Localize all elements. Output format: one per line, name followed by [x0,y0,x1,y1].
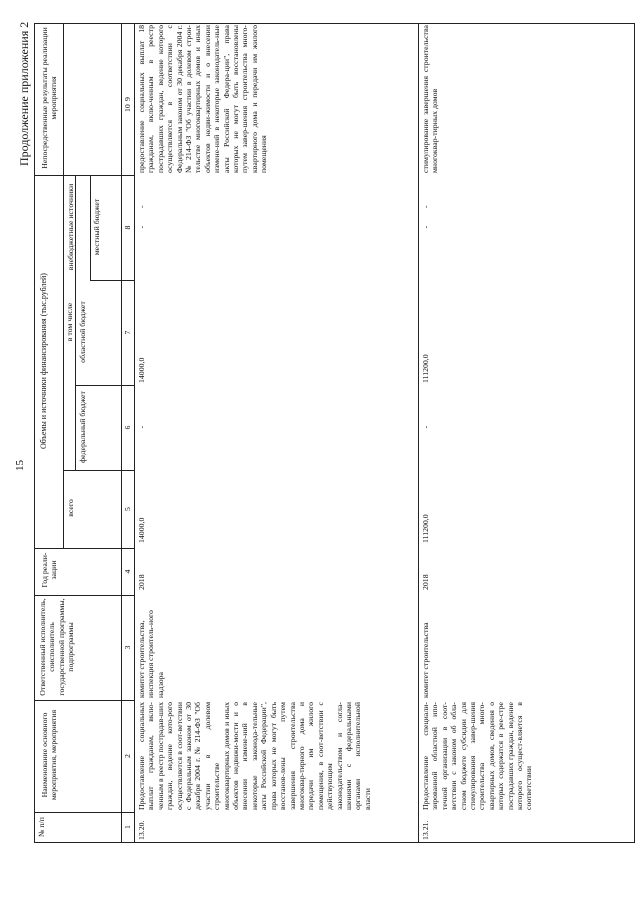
table-row-13-20-federal: - [137,425,146,429]
col-num-2: 2 [123,754,132,758]
col-num-7: 7 [123,330,132,335]
table-row-13-20-name: Предоставление социальных выплат гражданам, вклю-ченным в реестр пострадав-ших граждан, ведение кото-рого осуществляется в соот-ветствии с Федеральным законом от 30 декабря 2004 г. № 214-ФЗ "Об участии в долевом строительстве многоквартирных домов и иных объектов недвижи-мости и о внесении измене-ний в некоторые законода-тельные акты Российской Федерации", права которых не могут быть восстанов-лены путем завершения строительства многоквар-тирного дома и передачи им жилого помещения, в соот-ветствии с действующим законодательством и согла-шениями с федеральными органами исполнительной власти [137,702,372,810]
table-row-13-21-offbudget: - [421,205,430,208]
header-federal: федеральный бюджет [78,391,87,463]
header-local: местный бюджет [92,198,101,256]
header-executor: Ответственный исполнитель, соисполнитель государственной программы, подпрограммы [38,598,76,696]
header-funding: Объемы и источники финансирования (тыс.рублей) [39,273,48,449]
col-num-3: 3 [123,645,132,650]
table-row-13-21-federal: - [421,425,430,429]
table-row-13-20-year: 2018 [137,574,146,590]
table-row-13-20-total: 14000,0 [137,517,146,543]
page-number: 15 [14,460,26,471]
table-row-13-20-executor: комитет строительства, инспекция строитель-ного надзора [137,610,165,698]
header-year: Год реали-зации [40,552,59,588]
col-num-1: 1 [123,825,132,829]
col-num-9: 9 [123,97,132,101]
table-row-13-20-offbudget: - [137,205,146,208]
table-row-13-21-regional: 111200,0 [421,354,430,383]
header-results: Непосредственные результаты реализации мероприятия [40,27,59,169]
table-row-13-20-num: 13.20. [137,820,146,840]
table-row-13-21-name: Предоставление специали-зированной областной ипо-течной организации в соот-ветствии с законом об обла-стном бюджете субсидии для стимулирования завер-шения строительства много-квартирных домов, сведения о которых содержатся в рее-стре пострадавших граждан, ведение которого осущест-вляется в соответствии [421,702,534,810]
header-regional: областной бюджет [78,301,87,363]
header-num: № п/п [37,817,46,837]
table-row-13-20-regional: 14000,0 [137,357,146,383]
header-offbudget: внебюджетные источники [66,183,75,271]
header-name: Наименование основного мероприятия, мероприятия [40,709,59,801]
table-row-13-21-result: стимулирование завершения строительства многоквар-тирных домов [421,25,440,173]
table-row-13-21-num: 13.21. [421,820,430,840]
col-num-10: 10 [123,104,132,112]
table-row-13-20-result: предоставление социальных выплат 18 гражданам, вклю-ченным в реестр пострадавших граждан, ведение которого осуществляется в соответствии с Федеральным законом от 30 декабря 2004 г. № 214-ФЗ "Об участии в долевом строи-тельстве многоквартирных домов и иных объектов недви-жимости и о внесении измене-ний в некоторые законодатель-ные акты Российской Федера-ции", права которых не могут быть восстановлены путем завер-шения строительства много-квартирного дома и передачи им жилого помещения [137,25,269,173]
continuation-title: Продолжение приложения 2 [17,21,31,166]
col-num-4: 4 [123,569,132,574]
col-num-6: 6 [123,425,132,430]
table-row-13-21-executor: комитет строительства [421,622,430,698]
header-including: в том числе [65,302,74,342]
col-num-5: 5 [123,507,132,511]
table-row-13-20-local: - [137,225,146,229]
table-row-13-21-year: 2018 [421,574,430,590]
table-row-13-21-total: 111200,0 [421,514,430,543]
header-total: всего [66,499,75,517]
table-row-13-21-local: - [421,225,430,229]
col-num-8: 8 [123,225,132,230]
